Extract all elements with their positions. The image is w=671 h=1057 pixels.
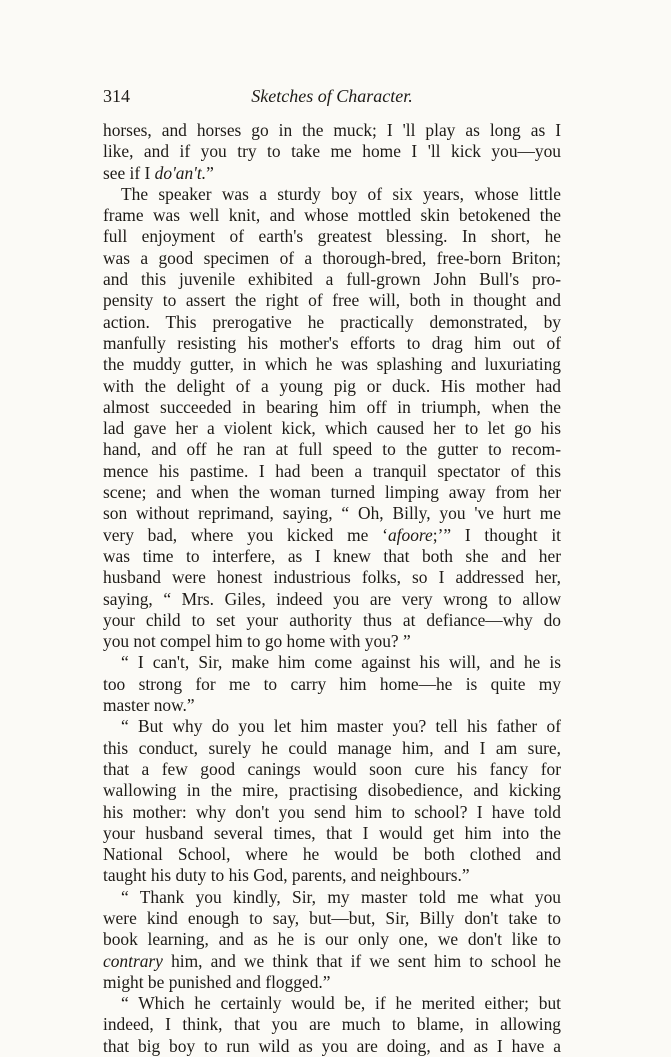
text-segment: almost succeeded in bearing him off in triumph, when the (103, 396, 561, 417)
page-number: 314 (103, 86, 130, 106)
text-segment: hand, and off he ran at full speed to the gutter to recom- (103, 439, 561, 460)
text-line (103, 439, 561, 460)
text-segment: was time to interfere, as I knew that both she and her (103, 545, 561, 566)
text-line (103, 1014, 561, 1035)
text-line (103, 823, 561, 844)
text-line (103, 461, 561, 482)
text-line (103, 951, 561, 972)
text-segment: the muddy gutter, in which he was splashing and luxuriating (103, 354, 561, 375)
text-segment: this conduct, surely he could manage him, and I am sure, (103, 737, 561, 758)
text-segment: action. This prerogative he practically demonstrated, by (103, 311, 561, 332)
text-line (103, 780, 561, 801)
text-line (103, 972, 561, 993)
text-line (103, 844, 561, 865)
text-line (103, 141, 561, 162)
text-line (103, 503, 561, 524)
running-title: Sketches of Character. (251, 86, 413, 106)
text-segment: his mother: why don't you send him to school? I have told (103, 801, 561, 822)
text-line (103, 120, 561, 141)
text-line (103, 333, 561, 354)
text-segment: too strong for me to carry him home—he is quite my (103, 673, 561, 694)
text-segment: wallowing in the mire, practising disobedience, and kicking (103, 780, 561, 801)
text-segment: your child to set your authority thus at defiance—why do (103, 609, 561, 630)
text-segment: like, and if you try to take me home I 'll kick you—you (103, 141, 561, 162)
text-line (103, 205, 561, 226)
text-line (103, 567, 561, 588)
text-segment: ” (206, 162, 214, 183)
text-line (103, 525, 561, 546)
text-line (103, 908, 561, 929)
text-segment: with the delight of a young pig or duck. His mother had (103, 375, 561, 396)
text-segment: taught his duty to his God, parents, and neighbours.” (103, 865, 470, 886)
italic-word: contrary (103, 950, 163, 971)
text-segment: indeed, I think, that you are much to blame, in allowing (103, 1014, 561, 1035)
text-line (103, 312, 561, 333)
text-line (103, 248, 561, 269)
text-segment: see if I (103, 162, 155, 183)
text-line (103, 482, 561, 503)
text-segment: lad gave her a violent kick, which caused her to let go his (103, 418, 561, 439)
text-segment: “ But why do you let him master you? tell his father of (121, 716, 561, 737)
text-segment: full enjoyment of earth's greatest blessing. In short, he (103, 226, 561, 247)
text-segment: horses, and horses go in the muck; I 'll play as long as I (103, 120, 561, 140)
text-line (103, 397, 561, 418)
text-line (103, 929, 561, 950)
text-segment: were kind enough to say, but—but, Sir, Billy don't take to (103, 907, 561, 928)
text-line (103, 376, 561, 397)
text-segment: you not compel him to go home with you? ” (103, 631, 411, 652)
text-segment: National School, where he would be both clothed and (103, 844, 561, 865)
text-segment: very bad, where you kicked me ‘ (103, 524, 388, 545)
text-line (103, 610, 561, 631)
text-line (103, 354, 561, 375)
text-segment: and this juvenile exhibited a full-grown John Bull's pro- (103, 269, 561, 290)
text-segment: master now.” (103, 695, 195, 716)
text-line (103, 802, 561, 823)
text-line (103, 546, 561, 567)
text-segment: “ Thank you kindly, Sir, my master told me what you (121, 886, 561, 907)
text-line (103, 290, 561, 311)
text-line (103, 865, 561, 886)
text-line (103, 887, 561, 908)
text-line (103, 226, 561, 247)
text-line (103, 163, 561, 184)
text-line (103, 674, 561, 695)
text-segment: husband were honest industrious folks, so I addressed her, (103, 567, 561, 588)
text-line (103, 738, 561, 759)
text-segment: pensity to assert the right of free will, both in thought and (103, 290, 561, 311)
text-segment: frame was well knit, and whose mottled skin betokened the (103, 205, 561, 226)
text-line (103, 759, 561, 780)
text-segment: him, and we think that if we sent him to school he (162, 950, 561, 971)
text-segment: mence his pastime. I had been a tranquil spectator of this (103, 460, 561, 481)
text-line (103, 589, 561, 610)
text-line (103, 695, 561, 716)
text-segment: might be punished and flogged.” (103, 971, 331, 992)
text-segment: ;’” I thought it (432, 524, 561, 545)
text-line (103, 269, 561, 290)
text-segment: “ I can't, Sir, make him come against his will, and he is (121, 652, 561, 673)
italic-word: do'an't. (154, 162, 207, 183)
text-segment: son without reprimand, saying, “ Oh, Billy, you 've hurt me (103, 503, 561, 524)
text-segment: The speaker was a sturdy boy of six years, whose little (121, 183, 561, 204)
body-text (103, 120, 561, 1057)
text-segment: was a good specimen of a thorough-bred, free-born Briton; (103, 247, 561, 268)
italic-word: afoore (387, 524, 433, 545)
text-segment: manfully resisting his mother's efforts to drag him out of (103, 332, 561, 353)
text-line (103, 184, 561, 205)
text-segment: scene; and when the woman turned limping away from her (103, 482, 561, 503)
text-line (103, 716, 561, 737)
text-line (103, 1036, 561, 1057)
text-line (103, 418, 561, 439)
text-segment: that a few good canings would soon cure his fancy for (103, 758, 561, 779)
page-header (103, 86, 561, 108)
text-line (103, 652, 561, 673)
text-segment: your husband several times, that I would get him into the (103, 822, 561, 843)
text-segment: book learning, and as he is our only one, we don't like to (103, 929, 561, 950)
text-segment: saying, “ Mrs. Giles, indeed you are very wrong to allow (103, 588, 561, 609)
text-segment: “ Which he certainly would be, if he merited either; but (121, 993, 561, 1014)
text-line (103, 993, 561, 1014)
text-line (103, 631, 561, 652)
text-segment: that big boy to run wild as you are doing, and as I have a (103, 1035, 561, 1056)
